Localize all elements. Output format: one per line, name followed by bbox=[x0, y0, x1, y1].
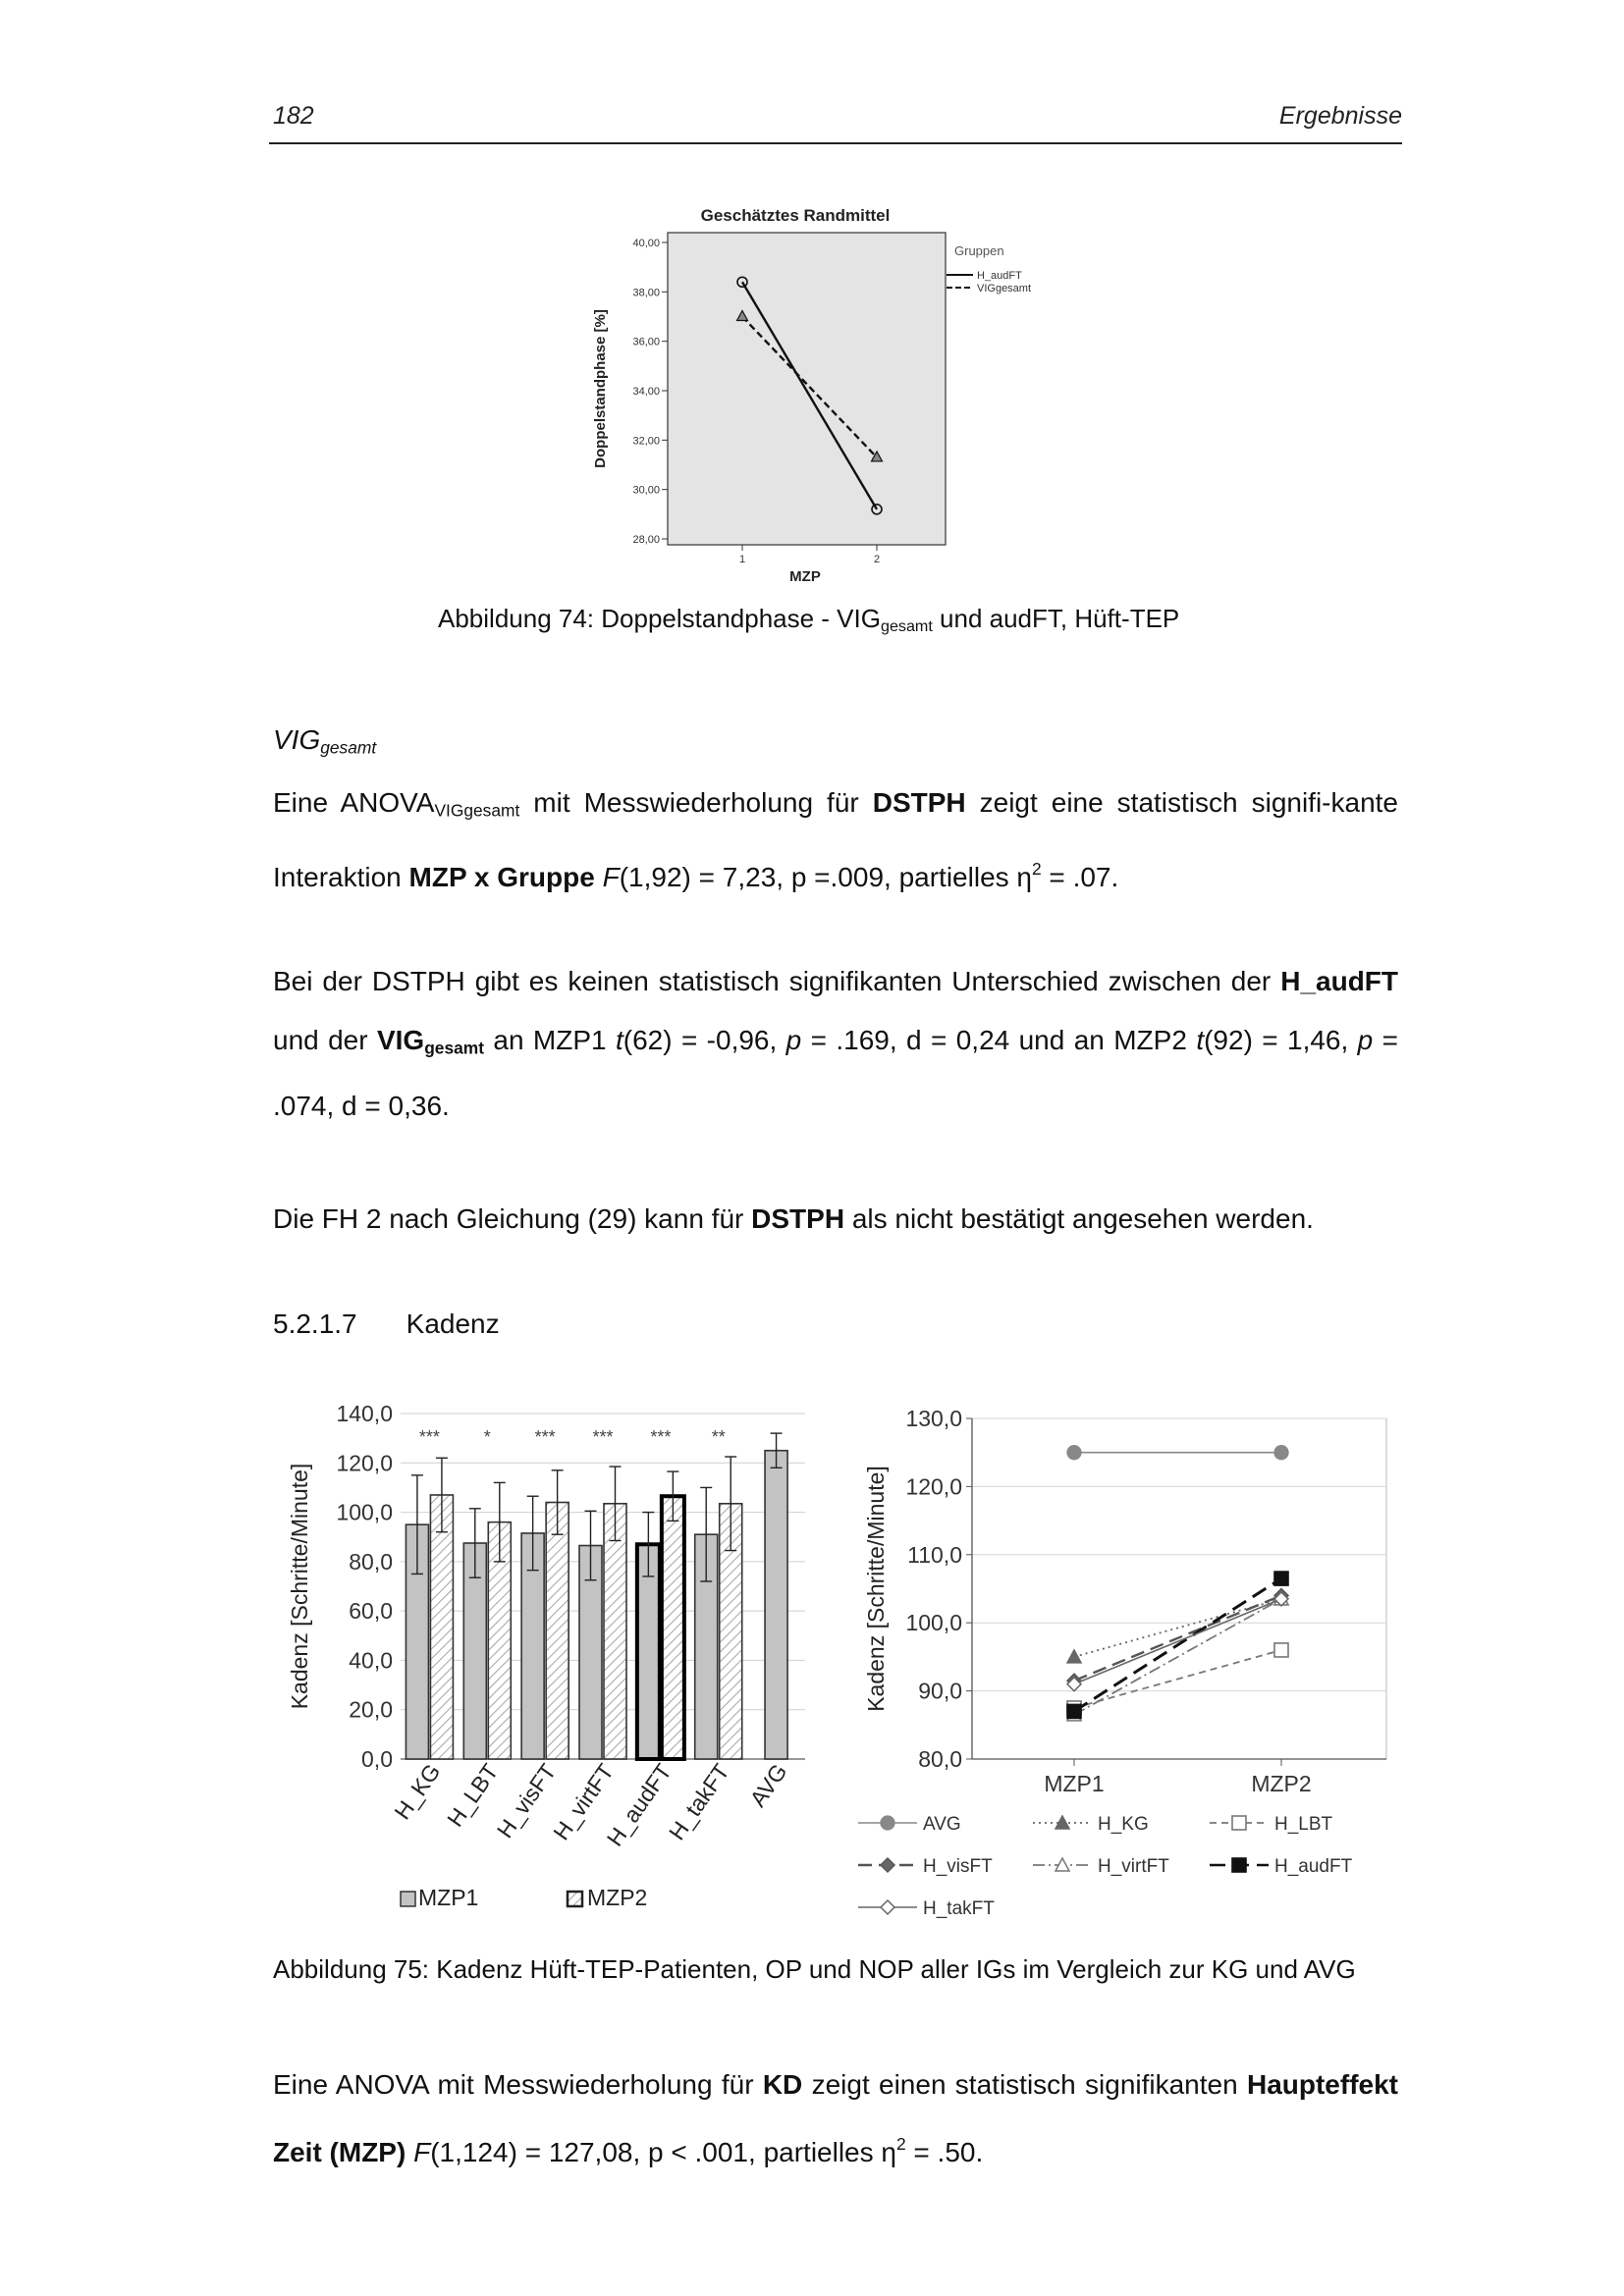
text-sup: 2 bbox=[895, 2134, 906, 2154]
y-tick-label: 0,0 bbox=[361, 1746, 393, 1772]
y-tick-label: 120,0 bbox=[336, 1450, 393, 1476]
x-tick-label: 1 bbox=[738, 554, 746, 565]
y-tick-label: 40,00 bbox=[632, 238, 660, 249]
section-title: Kadenz bbox=[406, 1308, 500, 1339]
y-tick-label: 110,0 bbox=[907, 1541, 962, 1568]
x-tick-label: H_visFT bbox=[491, 1758, 562, 1843]
significance-label: *** bbox=[418, 1427, 440, 1447]
text: mit Messwiederholung für bbox=[519, 787, 873, 818]
text-bold: Haupteffekt Zeit (MZP) bbox=[273, 2069, 1398, 2168]
text: zeigt einen statistisch signifikanten bbox=[802, 2069, 1247, 2100]
x-tick-label: H_takFT bbox=[663, 1758, 734, 1845]
legend-label: MZP1 bbox=[418, 1885, 479, 1910]
running-header: Ergebnisse bbox=[1278, 102, 1402, 130]
text-bold: KD bbox=[762, 2069, 803, 2100]
series-line-H_virtFT bbox=[1074, 1599, 1281, 1715]
text: Bei der DSTPH gibt es keinen statistisch signifikanten Unterschied zwischen der bbox=[273, 966, 1281, 996]
text: Die FH 2 nach Gleichung (29) kann für bbox=[273, 1203, 752, 1234]
text-sub: VIGgesamt bbox=[434, 800, 520, 821]
legend-label: AVG bbox=[923, 1814, 961, 1835]
y-tick-label: 80,0 bbox=[349, 1548, 393, 1575]
significance-label: * bbox=[483, 1427, 491, 1447]
plot-border bbox=[972, 1418, 1386, 1759]
data-point-AVG bbox=[1274, 1446, 1288, 1460]
legend-label: H_takFT bbox=[923, 1898, 995, 1919]
text: (1,124) = 127,08, p < .001, partielles η bbox=[430, 2137, 896, 2168]
x-tick-label: H_LBT bbox=[442, 1758, 504, 1832]
legend-label: VIGgesamt bbox=[977, 283, 1032, 294]
figure-74-chart bbox=[569, 196, 1080, 589]
legend-swatch-marker bbox=[881, 1858, 894, 1872]
y-tick-label: 32,00 bbox=[632, 435, 660, 448]
x-axis-label: MZP bbox=[789, 568, 821, 585]
y-tick-label: 36,00 bbox=[632, 336, 660, 348]
bar-MZP2-H_KG bbox=[430, 1495, 453, 1759]
header-rule bbox=[269, 142, 1402, 144]
series-line-H_takFT bbox=[1074, 1599, 1281, 1684]
legend-label: H_virtFT bbox=[1098, 1856, 1169, 1877]
x-tick-label: MZP1 bbox=[1044, 1771, 1105, 1796]
y-axis-label: Doppelstandphase [%] bbox=[592, 309, 609, 468]
bar-MZP2-H_audFT bbox=[662, 1496, 684, 1759]
caption-subscript: gesamt bbox=[880, 617, 933, 636]
y-tick-label: 40,0 bbox=[349, 1647, 393, 1674]
figure-75-line-chart bbox=[846, 1379, 1416, 1949]
page-number: 182 bbox=[273, 102, 314, 130]
paragraph-anova-kd bbox=[273, 2056, 1398, 2182]
text: und der bbox=[273, 1025, 377, 1055]
text: = .074, d = 0,36. bbox=[273, 1025, 1398, 1122]
y-tick-label: 80,0 bbox=[918, 1746, 962, 1772]
x-tick-label: 2 bbox=[873, 554, 881, 565]
legend-title: Gruppen bbox=[954, 243, 1004, 258]
legend-label: MZP2 bbox=[587, 1885, 648, 1910]
text: (92) = 1,46, bbox=[1204, 1025, 1358, 1055]
y-tick-label: 20,0 bbox=[349, 1696, 393, 1723]
text-italic: t bbox=[615, 1025, 623, 1055]
bar-MZP2-H_visFT bbox=[546, 1503, 568, 1759]
chart-title: Geschätztes Randmittel bbox=[700, 206, 891, 225]
figure-75-caption: Abbildung 75: Kadenz Hüft-TEP-Patienten, OP und NOP aller IGs im Vergleich zur KG und AVG bbox=[273, 1954, 1356, 1984]
text-bold-main: VIG bbox=[376, 1025, 425, 1055]
text-italic: F bbox=[413, 2137, 431, 2168]
text-italic: F bbox=[602, 862, 620, 893]
legend-label: H_visFT bbox=[923, 1856, 993, 1877]
section-number: 5.2.1.7 bbox=[273, 1308, 357, 1339]
text-italic: p bbox=[785, 1025, 802, 1055]
legend-swatch-MZP2 bbox=[568, 1892, 582, 1906]
text-italic: t bbox=[1196, 1025, 1205, 1055]
y-tick-label: 100,0 bbox=[905, 1610, 962, 1636]
y-tick-label: 38,00 bbox=[632, 287, 660, 299]
text-bold: DSTPH bbox=[751, 1203, 845, 1234]
text: (62) = -0,96, bbox=[623, 1025, 786, 1055]
data-point-AVG bbox=[1067, 1446, 1081, 1460]
legend-label: H_LBT bbox=[1274, 1814, 1333, 1835]
y-tick-label: 140,0 bbox=[336, 1401, 393, 1426]
paragraph-anova-dstph bbox=[273, 774, 1398, 907]
legend-label: H_audFT bbox=[977, 270, 1022, 282]
text: als nicht bestätigt angesehen werden. bbox=[844, 1203, 1314, 1234]
legend-swatch-marker bbox=[881, 1816, 894, 1830]
text-bold bbox=[376, 1025, 484, 1058]
series-line-H_audFT bbox=[1074, 1578, 1281, 1711]
text-sup: 2 bbox=[1032, 859, 1042, 880]
section-heading bbox=[273, 1308, 500, 1340]
heading-main: VIG bbox=[273, 724, 321, 755]
y-axis-label: Kadenz [Schritte/Minute] bbox=[863, 1466, 889, 1712]
x-tick-label: MZP2 bbox=[1251, 1771, 1312, 1796]
text: = .07. bbox=[1041, 862, 1119, 893]
text: Eine ANOVA bbox=[273, 787, 435, 818]
data-point-H_LBT bbox=[1274, 1643, 1288, 1657]
significance-label: *** bbox=[650, 1427, 672, 1447]
text: an MZP1 bbox=[484, 1025, 616, 1055]
significance-label: ** bbox=[711, 1427, 726, 1447]
legend-swatch-marker bbox=[1232, 1816, 1246, 1830]
text-bold: H_audFT bbox=[1280, 966, 1398, 996]
y-tick-label: 60,0 bbox=[349, 1598, 393, 1625]
series-line-H_LBT bbox=[1074, 1650, 1281, 1708]
data-point-H_KG bbox=[1067, 1650, 1081, 1663]
legend-swatch-marker bbox=[1232, 1858, 1246, 1872]
caption-text-end: und audFT, Hüft-TEP bbox=[932, 604, 1180, 633]
bar-MZP1-AVG bbox=[765, 1451, 787, 1759]
y-tick-label: 30,00 bbox=[632, 484, 660, 497]
text-bold: DSTPH bbox=[872, 787, 966, 818]
legend-label: H_KG bbox=[1098, 1814, 1149, 1835]
data-point-H_audFT bbox=[1274, 1572, 1288, 1585]
y-tick-label: 100,0 bbox=[336, 1499, 393, 1525]
text-italic: p bbox=[1357, 1025, 1374, 1055]
paragraph-fh2 bbox=[273, 1190, 1398, 1249]
text: Eine ANOVA mit Messwiederholung für bbox=[273, 2069, 763, 2100]
text-bold-sub: gesamt bbox=[424, 1038, 484, 1058]
y-tick-label: 34,00 bbox=[632, 386, 660, 398]
data-point-H_audFT bbox=[1067, 1704, 1081, 1718]
text: (1,92) = 7,23, p =.009, partielles η bbox=[619, 862, 1032, 893]
text: zeigt eine statistisch signifi-kante Interaktion bbox=[273, 787, 1399, 893]
subsection-heading bbox=[273, 724, 376, 758]
y-tick-label: 130,0 bbox=[905, 1406, 962, 1431]
significance-label: *** bbox=[592, 1427, 614, 1447]
significance-label: *** bbox=[534, 1427, 556, 1447]
legend-label: H_audFT bbox=[1274, 1856, 1353, 1877]
y-axis-label: Kadenz [Schritte/Minute] bbox=[287, 1463, 312, 1710]
y-tick-label: 120,0 bbox=[905, 1473, 962, 1500]
legend-swatch-marker bbox=[881, 1900, 894, 1914]
figure-75-bar-chart bbox=[273, 1379, 823, 1949]
x-tick-label: H_audFT bbox=[601, 1758, 677, 1851]
caption-text: Abbildung 74: Doppelstandphase - VIG bbox=[438, 604, 881, 633]
text-bold: MZP x Gruppe bbox=[408, 862, 595, 893]
paragraph-dstph-ttest bbox=[273, 952, 1398, 1136]
heading-sub: gesamt bbox=[320, 737, 377, 758]
x-tick-label: H_KG bbox=[389, 1758, 446, 1825]
figure-74-caption bbox=[438, 597, 1179, 648]
text: = .169, d = 0,24 und an MZP2 bbox=[801, 1025, 1197, 1055]
y-tick-label: 90,0 bbox=[918, 1678, 962, 1704]
legend-swatch-MZP1 bbox=[401, 1892, 415, 1906]
text: = .50. bbox=[905, 2137, 984, 2168]
y-tick-label: 28,00 bbox=[632, 534, 660, 546]
x-tick-label: H_virtFT bbox=[548, 1758, 620, 1845]
series-line-H_visFT bbox=[1074, 1595, 1281, 1681]
bar-MZP2-H_virtFT bbox=[604, 1504, 626, 1759]
x-tick-label: AVG bbox=[744, 1758, 792, 1812]
